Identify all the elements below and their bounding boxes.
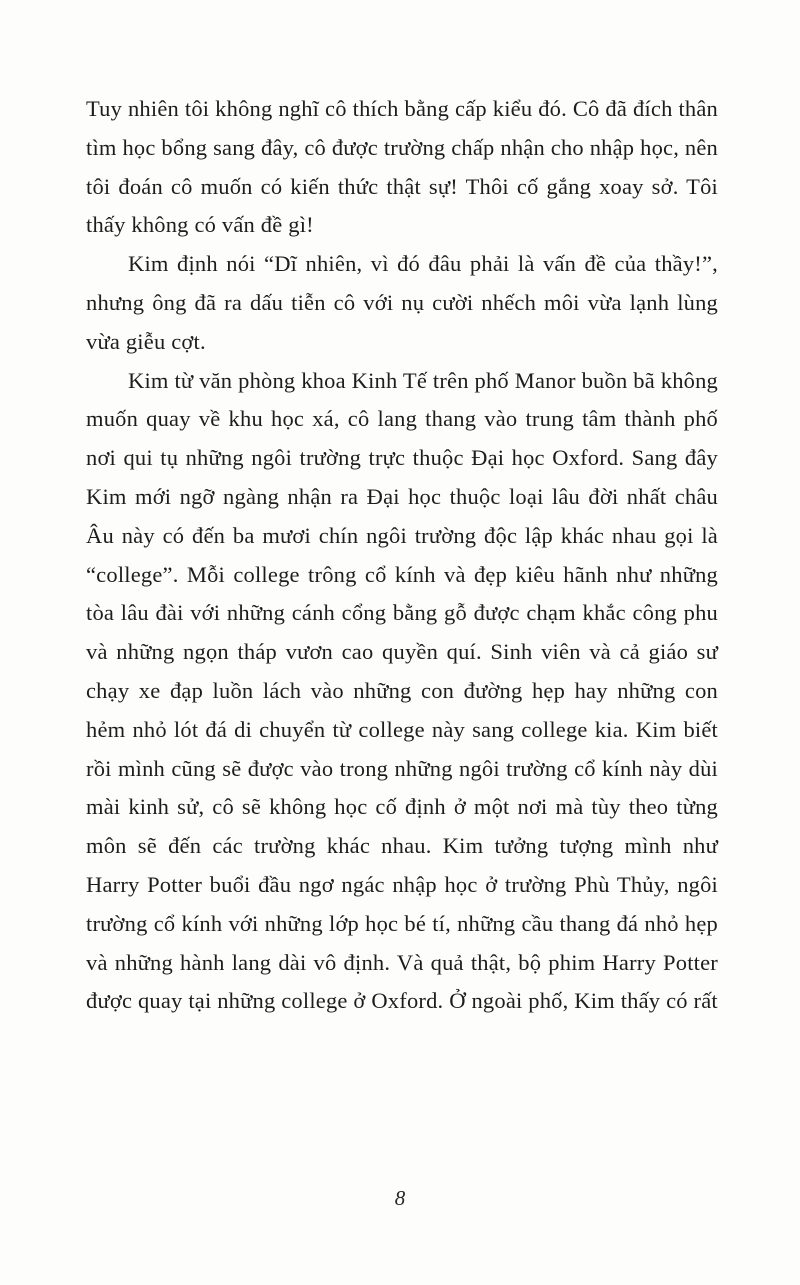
page-number: 8	[394, 1186, 406, 1210]
paragraph-continuation: Tuy nhiên tôi không nghĩ cô thích bằng cấp kiểu đó. Cô đã đích thân tìm học bổng sang đây, cô được trường chấp nhận cho nhập học, nên tôi đoán cô muốn có kiến thức thật sự! Thôi cố gắng xoay sở. Tôi thấy không có vấn đề gì!	[86, 96, 718, 238]
body-text	[86, 90, 718, 1021]
paragraph: Kim từ văn phòng khoa Kinh Tế trên phố Manor buồn bã không muốn quay về khu học xá, cô lang thang vào trung tâm thành phố nơi qui tụ những ngôi trường trực thuộc Đại học Oxford. Sang đây Kim mới ngỡ ngàng nhận ra Đại học thuộc loại lâu đời nhất châu Âu này có đến ba mươi chín ngôi trường độc lập khác nhau gọi là “college”. Mỗi college trông cổ kính và đẹp kiêu hãnh như những tòa lâu đài với những cánh cổng bằng gỗ được chạm khắc công phu và những ngọn tháp vươn cao quyền quí. Sinh viên và cả giáo sư chạy xe đạp luồn lách vào những con đường hẹp hay những con hẻm nhỏ lót đá di chuyển từ college này sang college kia. Kim biết rồi mình cũng sẽ được vào trong những ngôi trường cổ kính này dùi mài kinh sử, cô sẽ không học cố định ở một nơi mà tùy theo từng môn sẽ đến các trường khác nhau. Kim tưởng tượng mình như Harry Potter buổi đầu ngơ ngác nhập học ở trường Phù Thủy, ngôi trường cổ kính với những lớp học bé tí, những cầu thang đá nhỏ hẹp và những hành lang dài vô định. Và quả thật, bộ phim Harry Potter được quay tại những college ở Oxford. Ở ngoài phố, Kim thấy có rất	[86, 367, 718, 1014]
paragraph: Kim định nói “Dĩ nhiên, vì đó đâu phải là vấn đề của thầy!”, nhưng ông đã ra dấu tiễn cô với nụ cười nhếch môi vừa lạnh lùng vừa giễu cợt.	[86, 251, 718, 354]
